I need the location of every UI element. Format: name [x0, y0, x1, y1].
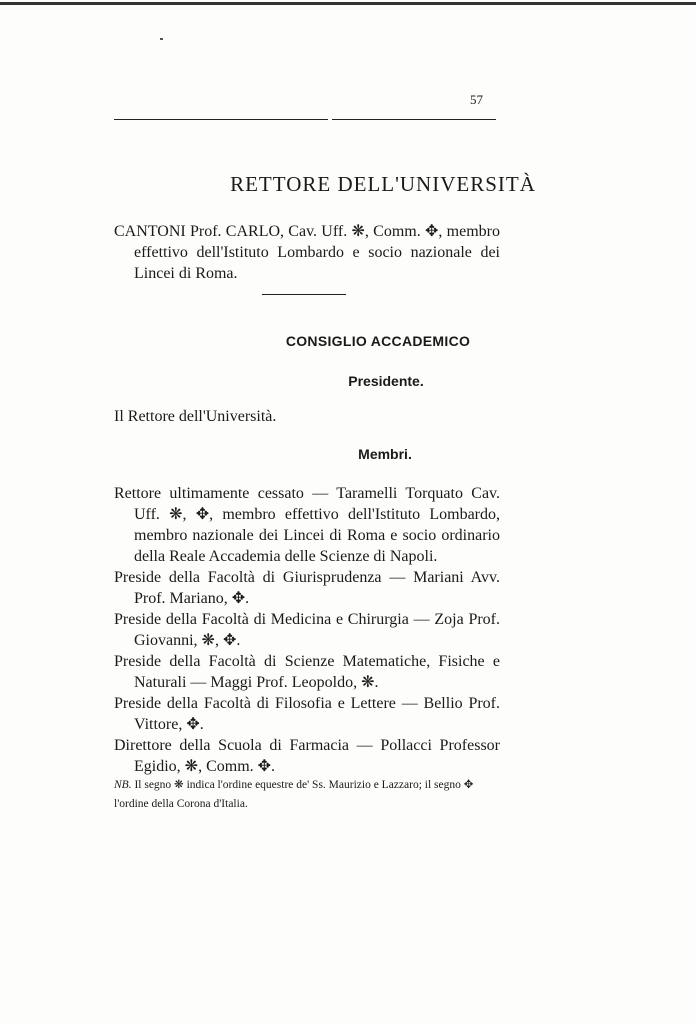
- president-entry: [114, 406, 500, 427]
- member-entry: Direttore della Scuola di Farmacia — Pollacci Professor Egidio, ❋, Comm. ✥.: [114, 737, 500, 775]
- members-heading: Membri.: [358, 446, 412, 462]
- footnote: [114, 776, 504, 814]
- member-entry: Preside della Facoltà di Giurisprudenza — Mariani Avv. Prof. Mariano, ✥.: [114, 569, 500, 607]
- section-title: RETTORE DELL'UNIVERSITÀ: [230, 172, 536, 196]
- member-entry: Preside della Facoltà di Scienze Matematiche, Fisiche e Naturali — Maggi Prof. Leopoldo, ❋.: [114, 653, 500, 691]
- page-number: 57: [470, 92, 483, 107]
- member-entry: Preside della Facoltà di Filosofia e Lettere — Bellio Prof. Vittore, ✥.: [114, 695, 500, 733]
- page-top-border: [0, 2, 696, 5]
- header-rule-right: [332, 119, 496, 120]
- president-entry-text: Il Rettore dell'Università.: [114, 408, 277, 425]
- rector-entry: [114, 221, 500, 284]
- footnote-text: Il segno ❋ indica l'ordine equestre de' Ss. Maurizio e Lazzaro; il segno ✥ l'ordine della Corona d'Italia.: [114, 779, 474, 810]
- council-heading: CONSIGLIO ACCADEMICO: [285, 333, 471, 349]
- member-entry: Rettore ultimamente cessato — Taramelli Torquato Cav. Uff. ❋, ✥, membro effettivo dell'Istituto Lombardo, membro nazionale dei Lincei di Roma e socio ordinario della Reale Accademia delle Scienze di Napoli.: [114, 485, 500, 565]
- rector-entry-text: CANTONI Prof. CARLO, Cav. Uff. ❋, Comm. ✥, membro effettivo dell'Istituto Lombardo e socio nazionale dei Lincei di Roma.: [114, 223, 500, 282]
- member-entry: Preside della Facoltà di Medicina e Chirurgia — Zoja Prof. Giovanni, ❋, ✥.: [114, 611, 500, 649]
- speck-mark: [160, 38, 163, 40]
- header-rule-left: [114, 119, 328, 120]
- members-list: [114, 483, 500, 777]
- footnote-label: NB.: [114, 779, 132, 791]
- president-heading: Presidente.: [348, 373, 424, 389]
- section-divider: [262, 294, 346, 295]
